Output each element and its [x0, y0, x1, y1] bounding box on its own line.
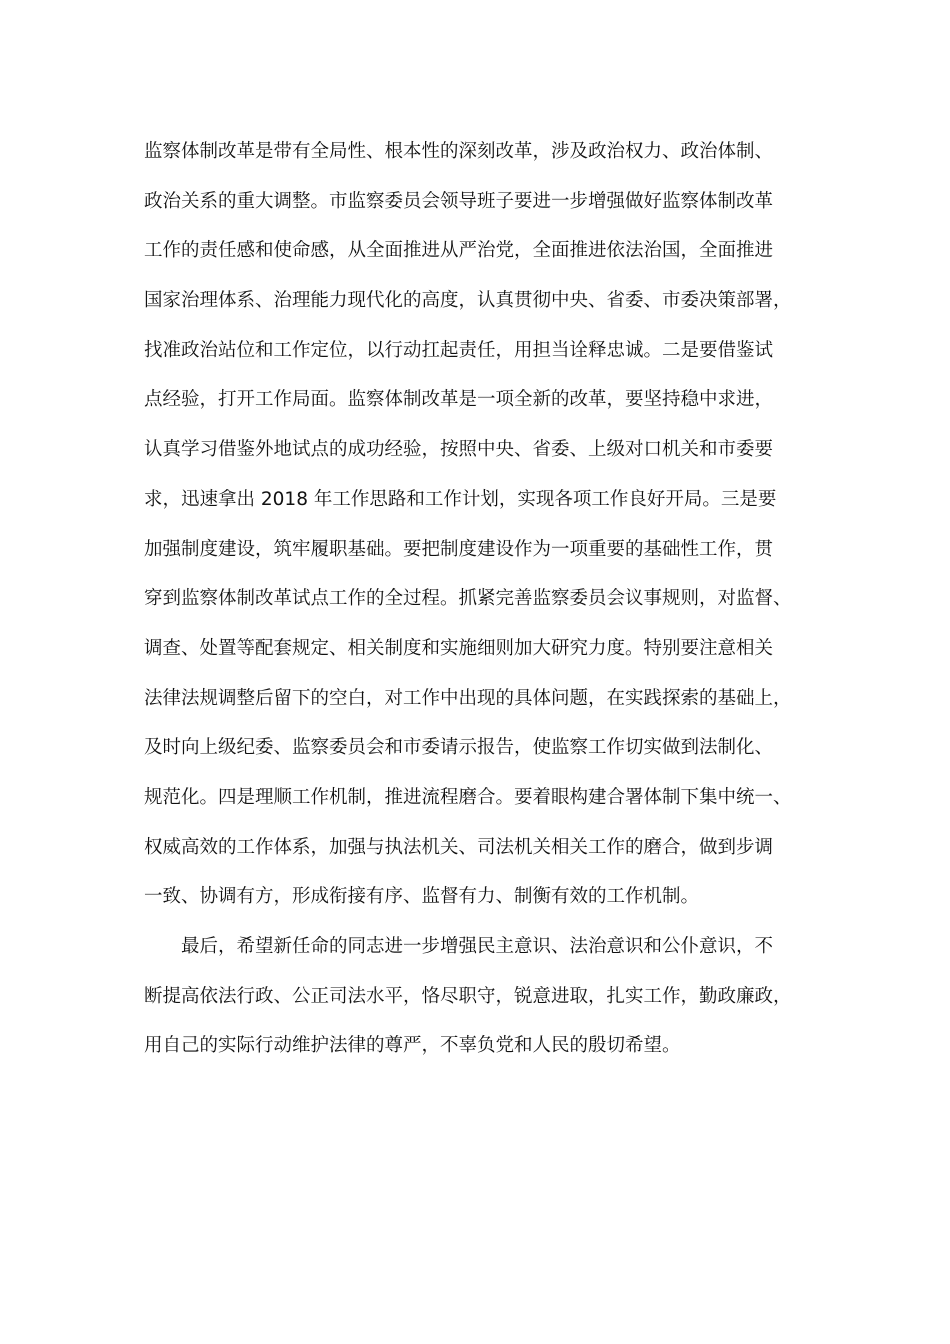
- text-line: 断提高依法行政、公正司法水平，恪尽职守，锐意进取，扎实工作，勤政廉政，: [144, 985, 792, 1007]
- paragraph-2: [144, 922, 814, 1071]
- text-line: 及时向上级纪委、监察委员会和市委请示报告，使监察工作切实做到法制化、: [144, 737, 774, 759]
- text-line: 认真学习借鉴外地试点的成功经验，按照中央、省委、上级对口机关和市委要: [144, 439, 774, 461]
- text-line: 政治关系的重大调整。市监察委员会领导班子要进一步增强做好监察体制改革: [144, 190, 774, 212]
- text-line: 监察体制改革是带有全局性、根本性的深刻改革，涉及政治权力、政治体制、: [144, 141, 774, 162]
- text-line: 穿到监察体制改革试点工作的全过程。抓紧完善监察委员会议事规则，对监督、: [144, 588, 792, 610]
- text-line: 权威高效的工作体系，加强与执法机关、司法机关相关工作的磨合，做到步调: [144, 836, 774, 858]
- text-line: 工作的责任感和使命感，从全面推进从严治党，全面推进依法治国，全面推进: [144, 240, 774, 262]
- document-body: [144, 127, 814, 1071]
- text-line: 加强制度建设，筑牢履职基础。要把制度建设作为一项重要的基础性工作，贯: [144, 538, 774, 560]
- paragraph-1: [144, 127, 814, 922]
- text-line: 一致、协调有方，形成衔接有序、监督有力、制衡有效的工作机制。: [144, 886, 700, 908]
- text-line: 国家治理体系、治理能力现代化的高度，认真贯彻中央、省委、市委决策部署，: [144, 290, 792, 312]
- text-line: 求，迅速拿出 2018 年工作思路和工作计划，实现各项工作良好开局。三是要: [144, 488, 777, 510]
- text-line: 用自己的实际行动维护法律的尊严，不辜负党和人民的殷切希望。: [144, 1035, 681, 1057]
- text-line: 找准政治站位和工作定位，以行动扛起责任，用担当诠释忠诚。二是要借鉴试: [144, 339, 774, 361]
- text-line: 最后，希望新任命的同志进一步增强民主意识、法治意识和公仆意识，不: [181, 936, 774, 957]
- text-line: 点经验，打开工作局面。监察体制改革是一项全新的改革，要坚持稳中求进，: [144, 389, 774, 411]
- text-line: 调查、处置等配套规定、相关制度和实施细则加大研究力度。特别要注意相关: [144, 637, 774, 659]
- text-line: 法律法规调整后留下的空白，对工作中出现的具体问题，在实践探索的基础上，: [144, 687, 792, 709]
- text-line: 规范化。四是理顺工作机制，推进流程磨合。要着眼构建合署体制下集中统一、: [144, 786, 792, 808]
